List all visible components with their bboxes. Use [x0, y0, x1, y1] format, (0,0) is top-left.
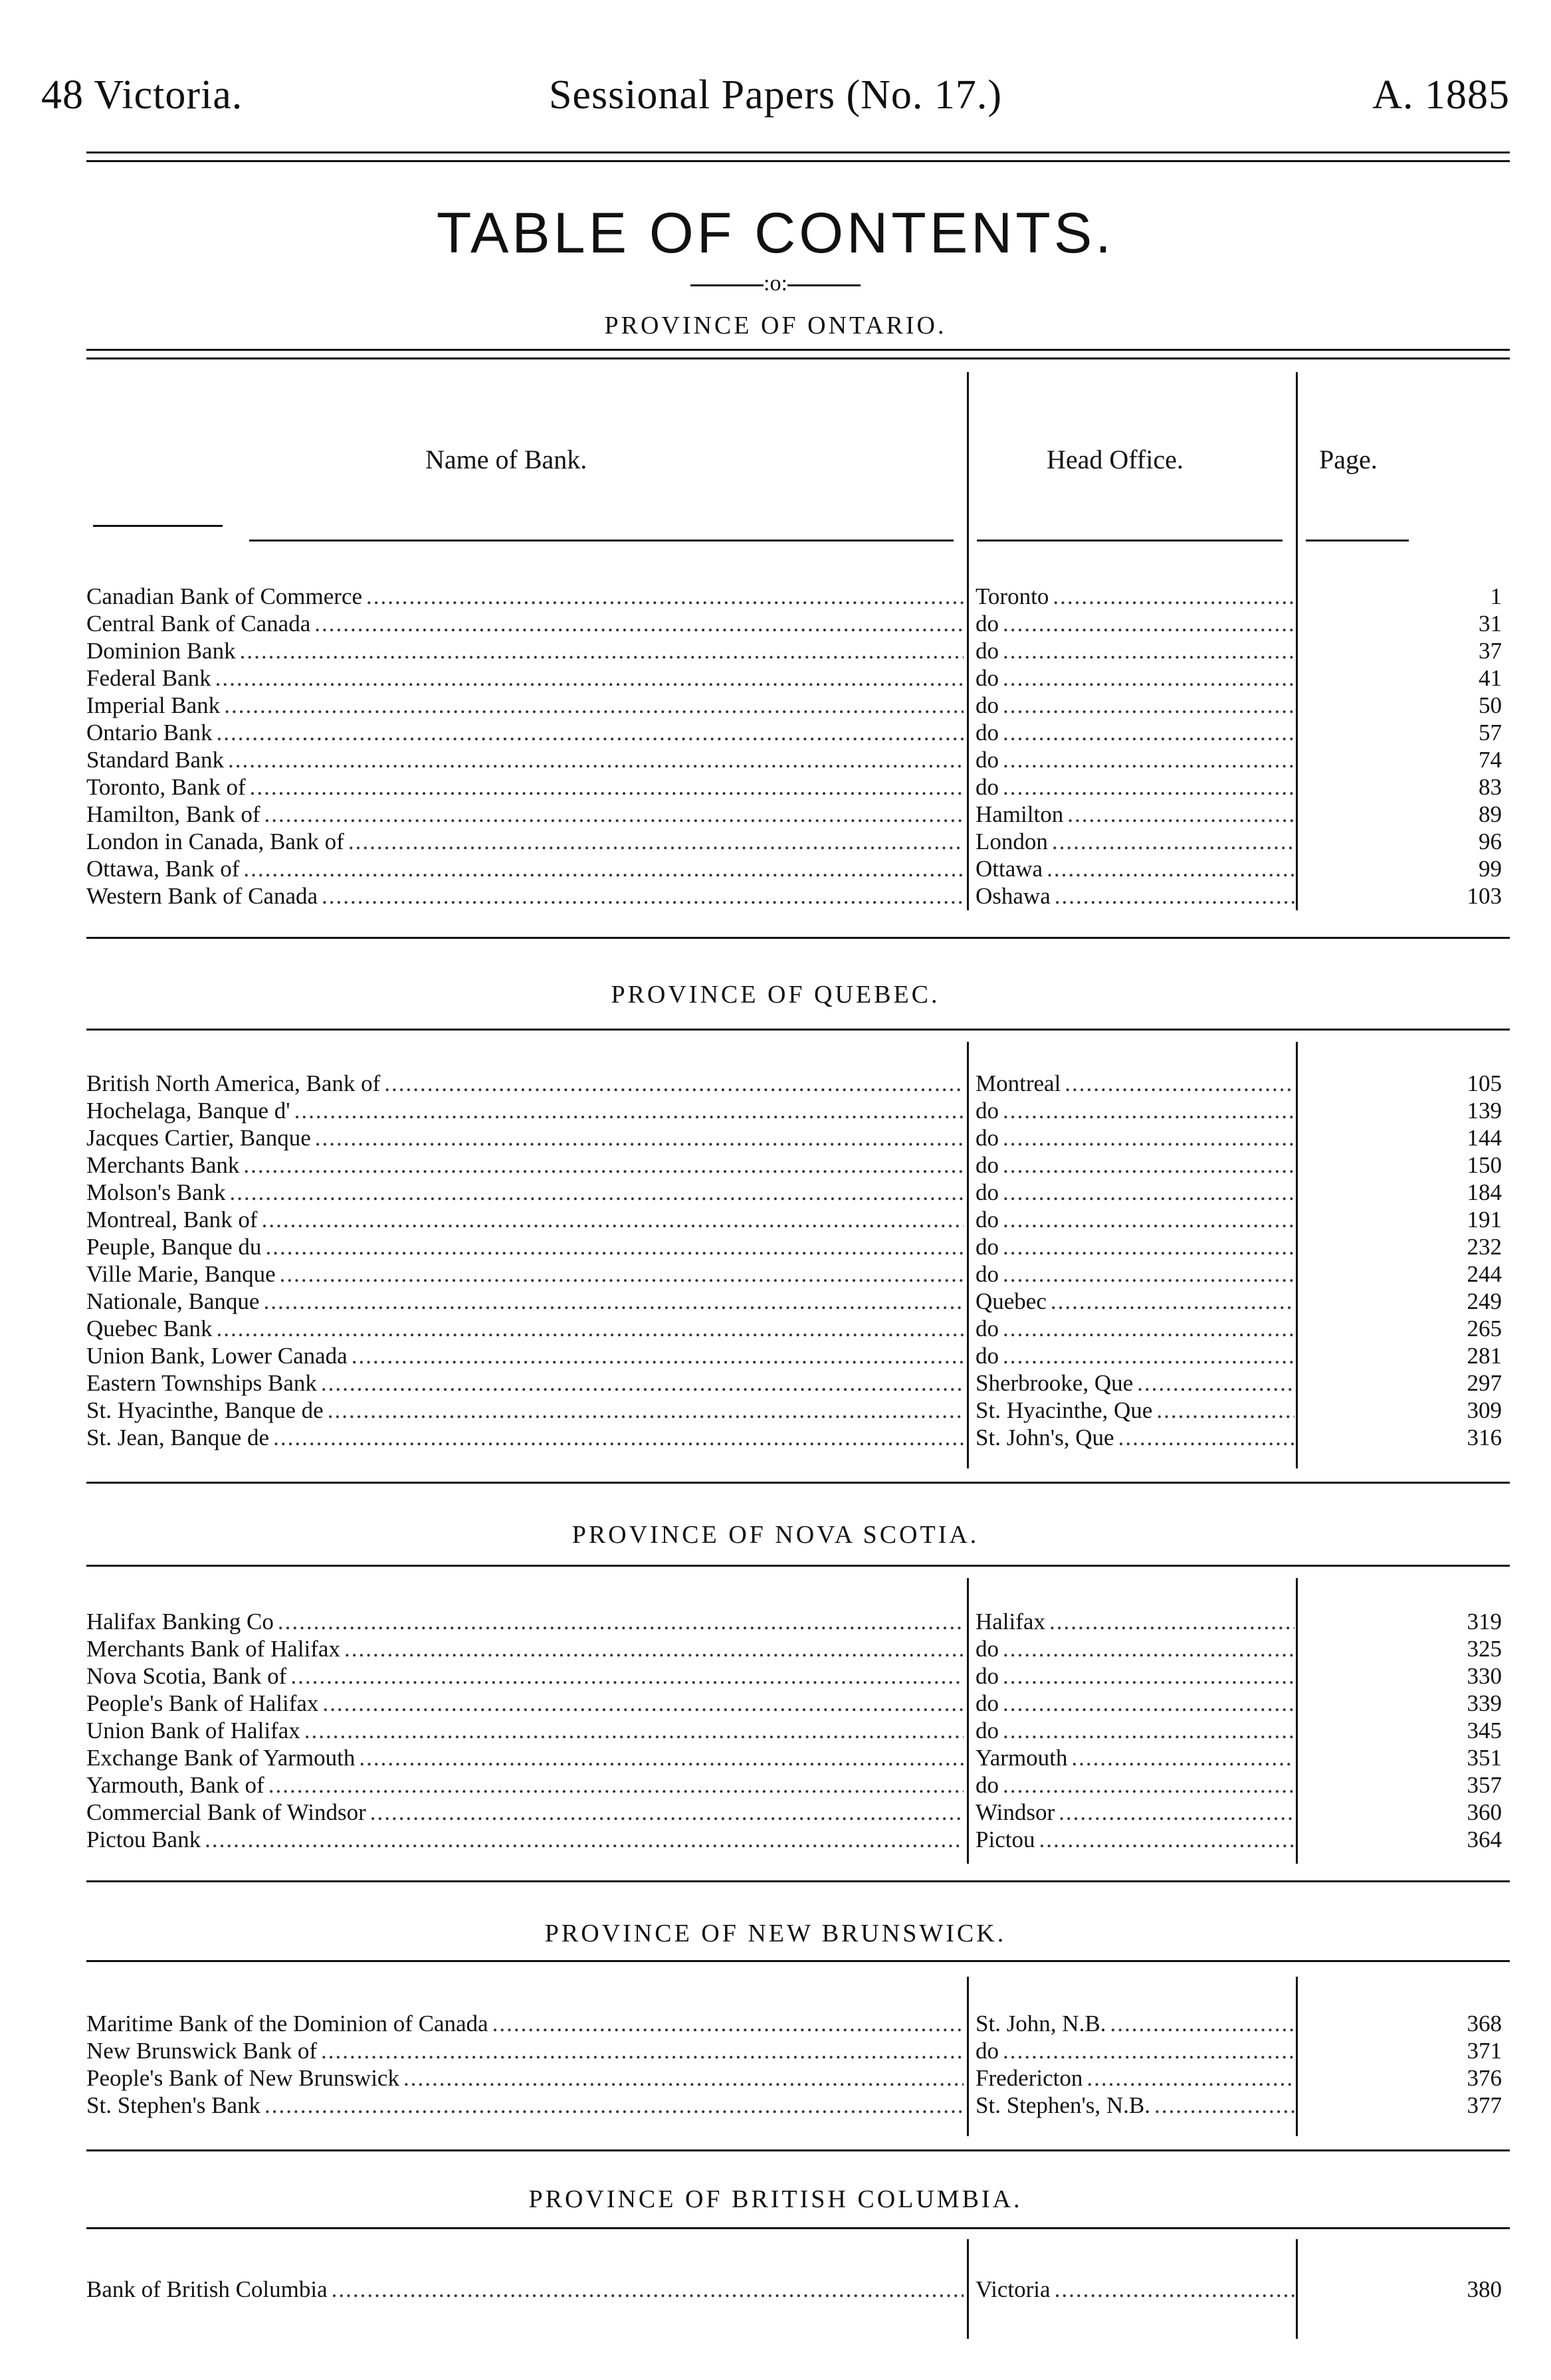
- head-office: do: [976, 1234, 999, 1260]
- running-head-center: Sessional Papers (No. 17.): [548, 72, 1003, 118]
- page-number: 191: [1467, 1207, 1502, 1233]
- head-office: do: [976, 1690, 999, 1716]
- table-row: [86, 1233, 1510, 1260]
- page-number: 41: [1479, 665, 1502, 691]
- head-office: Yarmouth: [976, 1745, 1068, 1771]
- table-row: [86, 1315, 1510, 1342]
- page-number: 74: [1479, 747, 1502, 773]
- table-row: [86, 1124, 1510, 1151]
- page-number: 150: [1467, 1152, 1502, 1178]
- page-number: 89: [1479, 801, 1502, 827]
- page-number: 345: [1467, 1718, 1502, 1743]
- page-number: 144: [1467, 1125, 1502, 1151]
- bank-name: Western Bank of Canada: [86, 883, 318, 909]
- head-office: St. John, N.B.: [976, 2011, 1106, 2036]
- table-row: [86, 1690, 1510, 1717]
- head-office: do: [976, 1663, 999, 1689]
- head-office: do: [976, 1152, 999, 1178]
- table-row: [86, 637, 1510, 664]
- head-office: do: [976, 720, 999, 745]
- table-row: [86, 801, 1510, 828]
- bank-name: Quebec Bank: [86, 1316, 213, 1341]
- bank-name: Hamilton, Bank of: [86, 801, 260, 827]
- table-row: [86, 882, 1510, 910]
- header-underline: [249, 540, 954, 542]
- page-number: 325: [1467, 1636, 1502, 1662]
- table-row: [86, 2064, 1510, 2092]
- column-header-office: Head Office.: [1047, 445, 1184, 474]
- bank-name: Halifax Banking Co: [86, 1609, 274, 1635]
- ontario-top-rule: [86, 349, 1510, 359]
- section-rule: [86, 1482, 1510, 1484]
- section-heading-quebec: PROVINCE OF QUEBEC.: [611, 981, 940, 1009]
- table-row: [86, 828, 1510, 855]
- page-number: 249: [1467, 1288, 1502, 1314]
- table-row: [86, 1288, 1510, 1315]
- bank-name: Montreal, Bank of: [86, 1207, 258, 1233]
- header-underline: [977, 540, 1283, 542]
- bank-name: Molson's Bank: [86, 1179, 226, 1205]
- table-row: [86, 1799, 1510, 1826]
- table-row: [86, 1771, 1510, 1799]
- table-row: [86, 2276, 1510, 2303]
- table-row: [86, 1662, 1510, 1690]
- head-office: Fredericton: [976, 2065, 1083, 2091]
- table-row: [86, 1097, 1510, 1124]
- head-office: London: [976, 829, 1048, 854]
- head-office: St. John's, Que: [976, 1425, 1114, 1450]
- bank-name: Jacques Cartier, Banque: [86, 1125, 311, 1151]
- bank-name: Union Bank, Lower Canada: [86, 1343, 348, 1369]
- page-number: 83: [1479, 774, 1502, 800]
- table-row: [86, 1369, 1510, 1397]
- bank-name: Ville Marie, Banque: [86, 1261, 276, 1287]
- bank-name: Merchants Bank of Halifax: [86, 1636, 340, 1662]
- header-underline: [93, 525, 223, 527]
- page-number: 319: [1467, 1609, 1502, 1635]
- head-office: do: [976, 665, 999, 691]
- head-office: do: [976, 747, 999, 773]
- head-office: do: [976, 611, 999, 637]
- bank-name: Union Bank of Halifax: [86, 1718, 300, 1743]
- page-number: 232: [1467, 1234, 1502, 1260]
- bank-name: Merchants Bank: [86, 1152, 240, 1178]
- bank-name: London in Canada, Bank of: [86, 829, 344, 854]
- bank-name: Imperial Bank: [86, 692, 221, 718]
- section-rule: [86, 1565, 1510, 1567]
- bank-name: Peuple, Banque du: [86, 1234, 262, 1260]
- bank-name: Ontario Bank: [86, 720, 213, 745]
- head-office: do: [976, 692, 999, 718]
- head-office: do: [976, 1125, 999, 1151]
- head-office: St. Hyacinthe, Que: [976, 1397, 1153, 1423]
- head-office: St. Stephen's, N.B.: [976, 2092, 1150, 2118]
- bank-name: St. Hyacinthe, Banque de: [86, 1397, 324, 1423]
- table-row: [86, 664, 1510, 692]
- head-office: do: [976, 1772, 999, 1798]
- page-number: 103: [1467, 883, 1502, 909]
- head-office: do: [976, 1343, 999, 1369]
- head-office: Quebec: [976, 1288, 1047, 1314]
- page-number: 339: [1467, 1690, 1502, 1716]
- bank-name: St. Jean, Banque de: [86, 1425, 270, 1450]
- bank-name: People's Bank of New Brunswick: [86, 2065, 399, 2091]
- page-number: 380: [1467, 2276, 1502, 2302]
- table-row: [86, 1070, 1510, 1097]
- table-row: [86, 1608, 1510, 1635]
- title-ornament: [0, 271, 1551, 296]
- page-number: 364: [1467, 1827, 1502, 1852]
- running-head: [41, 72, 1510, 125]
- head-office: do: [976, 1636, 999, 1662]
- page-number: 96: [1479, 829, 1502, 854]
- page-number: 31: [1479, 611, 1502, 637]
- bank-name: Yarmouth, Bank of: [86, 1772, 264, 1798]
- page-number: 184: [1467, 1179, 1502, 1205]
- page-number: 50: [1479, 692, 1502, 718]
- table-row: [86, 719, 1510, 746]
- bank-name: Exchange Bank of Yarmouth: [86, 1745, 356, 1771]
- head-office: Hamilton: [976, 801, 1064, 827]
- head-office: do: [976, 1207, 999, 1233]
- page-number: 57: [1479, 720, 1502, 745]
- section-rule: [86, 1960, 1510, 1962]
- column-header-page: Page.: [1319, 445, 1378, 474]
- bank-name: Maritime Bank of the Dominion of Canada: [86, 2011, 488, 2036]
- header-double-rule: [86, 151, 1510, 162]
- bank-name: Nationale, Banque: [86, 1288, 260, 1314]
- table-row: [86, 2010, 1510, 2037]
- table-row: [86, 1744, 1510, 1771]
- section-heading-ontario: PROVINCE OF ONTARIO.: [604, 312, 947, 340]
- bank-name: Eastern Townships Bank: [86, 1370, 317, 1396]
- section-heading-new-brunswick: PROVINCE OF NEW BRUNSWICK.: [544, 1920, 1007, 1947]
- section-rule: [86, 2227, 1510, 2229]
- page-number: 376: [1467, 2065, 1502, 2091]
- bank-name: St. Stephen's Bank: [86, 2092, 261, 2118]
- section-heading-nova-scotia: PROVINCE OF NOVA SCOTIA.: [571, 1521, 980, 1549]
- page-number: 1: [1490, 583, 1502, 609]
- bank-name: People's Bank of Halifax: [86, 1690, 319, 1716]
- bank-name: British North America, Bank of: [86, 1070, 381, 1096]
- head-office: do: [976, 1718, 999, 1743]
- section-rule: [86, 937, 1510, 939]
- page-number: 281: [1467, 1343, 1502, 1369]
- bank-name: New Brunswick Bank of: [86, 2038, 318, 2064]
- table-row: [86, 1342, 1510, 1369]
- page-number: 360: [1467, 1799, 1502, 1825]
- table-row: [86, 1397, 1510, 1424]
- table-row: [86, 2037, 1510, 2064]
- head-office: do: [976, 1316, 999, 1341]
- page-number: 368: [1467, 2011, 1502, 2036]
- page-number: 351: [1467, 1745, 1502, 1771]
- bank-name: Dominion Bank: [86, 638, 236, 664]
- table-row: [86, 1424, 1510, 1451]
- bank-name: Ottawa, Bank of: [86, 856, 240, 882]
- page-number: 297: [1467, 1370, 1502, 1396]
- table-row: [86, 773, 1510, 801]
- head-office: Montreal: [976, 1070, 1061, 1096]
- bank-name: Standard Bank: [86, 747, 225, 773]
- head-office: Toronto: [976, 583, 1049, 609]
- table-row: [86, 1635, 1510, 1662]
- ornament-text: :o:: [764, 271, 787, 296]
- table-row: [86, 1151, 1510, 1179]
- head-office: Halifax: [976, 1609, 1045, 1635]
- head-office: Pictou: [976, 1827, 1035, 1852]
- table-row: [86, 1206, 1510, 1233]
- header-underline: [1306, 540, 1409, 542]
- bank-name: Bank of British Columbia: [86, 2276, 328, 2302]
- bank-name: Hochelaga, Banque d': [86, 1098, 290, 1124]
- page-number: 105: [1467, 1070, 1502, 1096]
- head-office: Victoria: [976, 2276, 1051, 2302]
- bank-name: Toronto, Bank of: [86, 774, 246, 800]
- table-row: [86, 746, 1510, 773]
- page-number: 371: [1467, 2038, 1502, 2064]
- table-row: [86, 1717, 1510, 1744]
- section-rule: [86, 1880, 1510, 1882]
- page-number: 330: [1467, 1663, 1502, 1689]
- head-office: Ottawa: [976, 856, 1043, 882]
- running-head-right: A. 1885: [1372, 72, 1510, 118]
- page-number: 357: [1467, 1772, 1502, 1798]
- page-number: 244: [1467, 1261, 1502, 1287]
- section-rule: [86, 1029, 1510, 1031]
- section-heading-british-columbia: PROVINCE OF BRITISH COLUMBIA.: [528, 2185, 1023, 2213]
- head-office: Windsor: [976, 1799, 1055, 1825]
- bank-name: Federal Bank: [86, 665, 211, 691]
- page-number: 99: [1479, 856, 1502, 882]
- page-number: 265: [1467, 1316, 1502, 1341]
- table-row: [86, 2092, 1510, 2119]
- page-number: 139: [1467, 1098, 1502, 1124]
- bank-name: Nova Scotia, Bank of: [86, 1663, 287, 1689]
- head-office: Sherbrooke, Que: [976, 1370, 1134, 1396]
- table-row: [86, 1260, 1510, 1288]
- page-number: 309: [1467, 1397, 1502, 1423]
- table-row: [86, 583, 1510, 610]
- page-number: 377: [1467, 2092, 1502, 2118]
- page-number: 316: [1467, 1425, 1502, 1450]
- head-office: do: [976, 774, 999, 800]
- table-row: [86, 610, 1510, 637]
- page-number: 37: [1479, 638, 1502, 664]
- head-office: Oshawa: [976, 883, 1051, 909]
- running-head-left: 48 Victoria.: [41, 72, 243, 118]
- table-row: [86, 855, 1510, 882]
- bank-name: Commercial Bank of Windsor: [86, 1799, 366, 1825]
- section-rule: [86, 2149, 1510, 2151]
- column-header-name: Name of Bank.: [425, 445, 587, 474]
- head-office: do: [976, 1098, 999, 1124]
- head-office: do: [976, 1261, 999, 1287]
- table-row: [86, 1826, 1510, 1853]
- head-office: do: [976, 638, 999, 664]
- table-row: [86, 692, 1510, 719]
- bank-name: Pictou Bank: [86, 1827, 201, 1852]
- bank-name: Central Bank of Canada: [86, 611, 311, 637]
- page-title: TABLE OF CONTENTS.: [436, 201, 1115, 265]
- head-office: do: [976, 1179, 999, 1205]
- head-office: do: [976, 2038, 999, 2064]
- table-row: [86, 1179, 1510, 1206]
- bank-name: Canadian Bank of Commerce: [86, 583, 363, 609]
